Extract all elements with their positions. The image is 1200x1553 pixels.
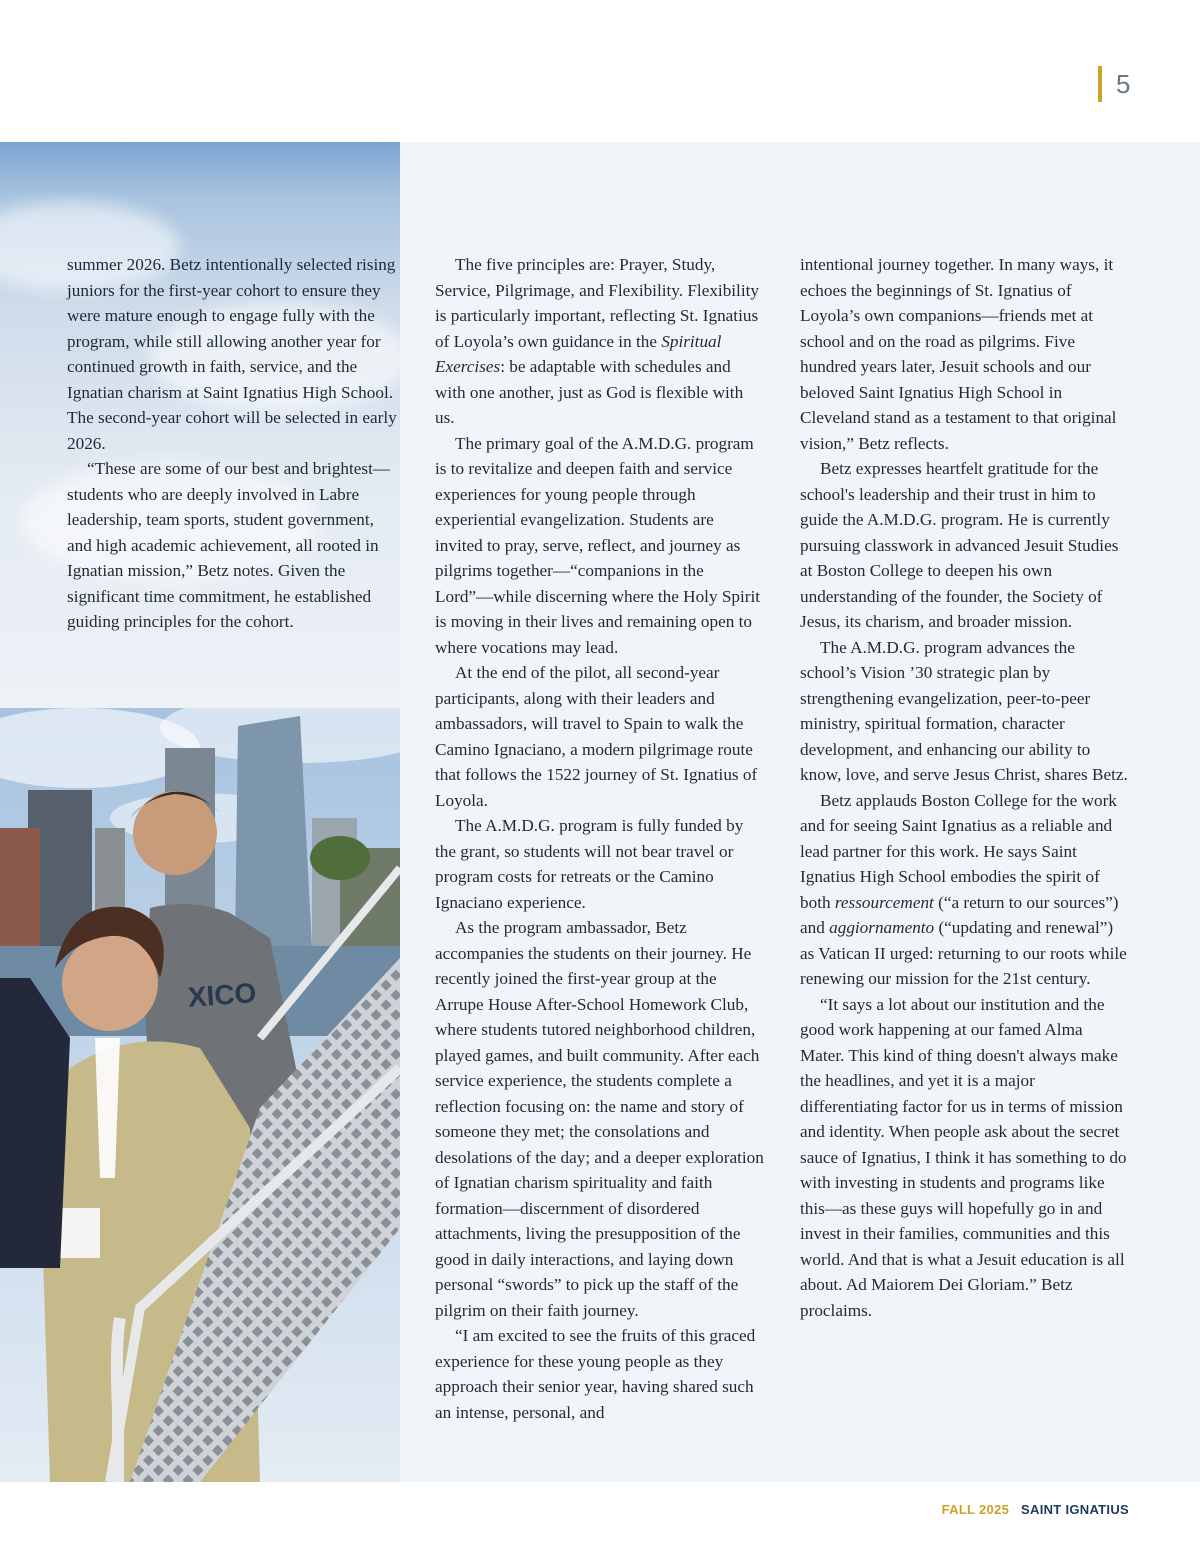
italic-term: Spiritual Exercises	[435, 331, 722, 376]
paragraph-text: summer 2026. Betz intentionally selected rising juniors for the first-year cohort to ensure they were mature enough to engage fully with the program, while still allowing another year for continued growth in faith, service, and the Ignatian charism at Saint Ignatius High School. The second-year cohort will be selected in early 2026.	[67, 255, 397, 453]
paragraph-text: The five principles are: Prayer, Study, Service, Pilgrimage, and Flexibility. Flexibility is particularly important, reflecting St. Ignatius of Loyola’s own guidance in the	[435, 255, 759, 351]
article-column-1	[67, 252, 397, 635]
footer-publication: SAINT IGNATIUS	[1021, 1502, 1129, 1517]
article-paragraph	[435, 431, 765, 661]
article-paragraph	[800, 456, 1130, 635]
paragraph-text: The A.M.D.G. program is fully funded by the grant, so students will not bear travel or program costs for retreats or the Camino Ignaciano experience.	[435, 816, 744, 912]
paragraph-text: “These are some of our best and brightest—students who are deeply involved in Labre leadership, team sports, student government, and high academic achievement, all rooted in Ignatian mission,” Betz notes. Given the significant time commitment, he established guiding principles for the cohort.	[67, 459, 391, 631]
paragraph-text: (“a return to our sources”) and	[800, 892, 1119, 937]
paragraph-text: As the program ambassador, Betz accompanies the students on their journey. He recently joined the first-year group at the Arrupe House After-School Homework Club, where students tutored neighborhood children, played games, and built community. After each service experience, the students complete a reflection focusing on: the name and story of someone they met; the consolations and desolations of the day; and a deeper exploration of Ignatian charism spirituality and faith formation—discernment of disordered attachments, living the presupposition of the good in daily interactions, and laying down personal “swords” to pick up the staff of the pilgrim on their faith journey.	[435, 918, 764, 1320]
paragraph-text: (“updating and renewal”) as Vatican II urged: returning to our roots while renewing our mission for the 21st century.	[800, 918, 1127, 988]
article-paragraph	[67, 456, 397, 635]
article-paragraph	[435, 660, 765, 813]
article-paragraph	[800, 788, 1130, 992]
paragraph-text: The primary goal of the A.M.D.G. program is to revitalize and deepen faith and service experiences for young people through experiential evangelization. Students are invited to pray, serve, reflect, and journey as pilgrims together—“companions in the Lord”—while discerning where the Holy Spirit is moving in their lives and remaining open to where vocations may lead.	[435, 433, 761, 657]
page-footer	[942, 1502, 1129, 1517]
page-number: 5	[1098, 66, 1130, 102]
article-paragraph	[67, 252, 397, 456]
italic-term: aggiornamento	[829, 918, 935, 937]
article-paragraph	[800, 992, 1130, 1324]
paragraph-text: intentional journey together. In many ways, it echoes the beginnings of St. Ignatius of Loyola’s own companions—friends met at school and on the road as pilgrims. Five hundred years later, Jesuit schools and our beloved Saint Ignatius High School in Cleveland stand as a testament to that original vision,” Betz reflects.	[800, 255, 1117, 453]
paragraph-text: At the end of the pilot, all second-year participants, along with their leaders and ambassadors, will travel to Spain to walk the Camino Ignaciano, a modern pilgrimage route that follows the 1522 journey of St. Ignatius of Loyola.	[435, 663, 758, 810]
article-paragraph	[800, 252, 1130, 456]
article-paragraph	[435, 1323, 765, 1425]
article-paragraph	[800, 635, 1130, 788]
students-photo	[0, 708, 400, 1482]
italic-term: ressourcement	[834, 892, 934, 912]
article-paragraph	[435, 252, 765, 431]
paragraph-text: Betz applauds Boston College for the work and for seeing Saint Ignatius as a reliable and lead partner for this work. He says Saint Ignatius High School embodies the spirit of both	[800, 790, 1117, 912]
paragraph-text: The A.M.D.G. program advances the school’s Vision ’30 strategic plan by strengthening evangelization, peer-to-peer ministry, spiritual formation, character development, and enhancing our ability to know, love, and serve Jesus Christ, shares Betz.	[800, 637, 1128, 784]
paragraph-text: “I am excited to see the fruits of this graced experience for these young people as they approach their senior year, having shared such an intense, personal, and	[435, 1326, 756, 1422]
article-paragraph	[435, 813, 765, 915]
shirt-print-text: XICO	[186, 977, 258, 1013]
article-column-3	[800, 252, 1130, 1323]
paragraph-text: : be adaptable with schedules and with one another, just as God is flexible with us.	[435, 357, 744, 427]
paragraph-text: Betz expresses heartfelt gratitude for the school's leadership and their trust in him to guide the A.M.D.G. program. He is currently pursuing classwork in advanced Jesuit Studies at Boston College to deepen his own understanding of the founder, the Society of Jesus, its charism, and broader mission.	[800, 459, 1119, 631]
paragraph-text: “It says a lot about our institution and the good work happening at our famed Alma Mater. This kind of thing doesn't always make the headlines, and yet it is a major differentiating factor for us in terms of mission and identity. When people ask about the secret sauce of Ignatius, I think it has something to do with investing in students and programs like this—as these guys will hopefully go in and invest in their families, communities and this world. And that is what a Jesuit education is all about. Ad Maiorem Dei Gloriam.” Betz proclaims.	[800, 994, 1127, 1320]
footer-season: FALL 2025	[941, 1502, 1010, 1517]
article-paragraph	[435, 915, 765, 1323]
article-column-2	[435, 252, 765, 1425]
